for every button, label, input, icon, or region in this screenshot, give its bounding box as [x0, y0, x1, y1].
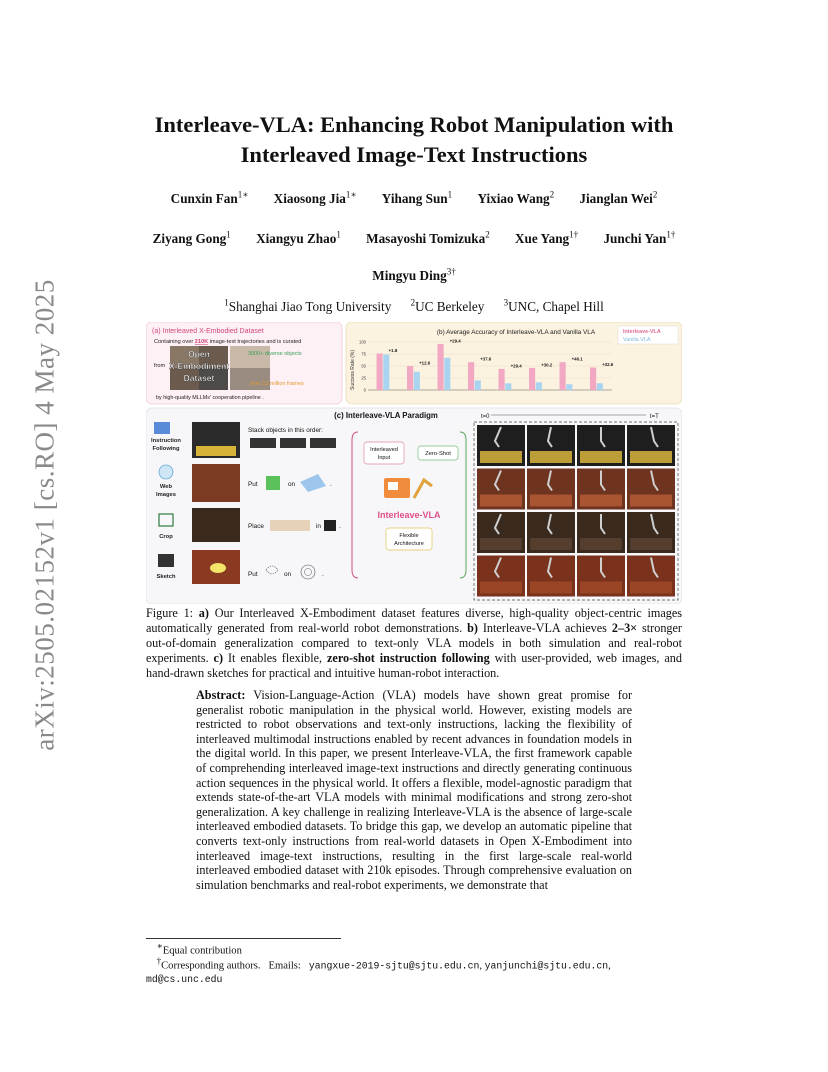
author: Yixiao Wang$^2$ — [477, 190, 555, 207]
frame-table — [480, 538, 522, 550]
y-tick-label: 50 — [361, 363, 366, 369]
svg-text:Sketch: Sketch — [156, 574, 176, 580]
author: Xiangyu Zhao$^1$ — [256, 230, 341, 247]
svg-text:.: . — [322, 571, 324, 578]
author: Cunxin Fan$^{1∗}$ — [170, 190, 249, 207]
svg-text:Images: Images — [156, 492, 176, 498]
svg-text:Crop: Crop — [159, 534, 173, 540]
legend-interleave: Interleave-VLA — [623, 329, 661, 335]
dataset-name-3: Dataset — [183, 373, 215, 383]
bar-interleave — [377, 354, 383, 390]
author-row-1 — [120, 190, 708, 207]
frames-count: over 13 million frames — [250, 381, 304, 387]
figure-caption: Figure 1: a) Our Interleaved X-Embodiment dataset features diverse, high-quality object-centric images automatically generated from real-world robot demonstrations. b) Interleave-VLA achieves 2–3× stronger out-of-domain generalization compared to text-only VLA models in both simulation and real-robot experiments. c) It enables flexible, zero-shot instruction following with user-provided, web images, and hand-drawn sketches for practical and intuitive human-robot interaction. — [146, 606, 682, 680]
frame-table — [480, 495, 522, 507]
footnote-equal: ∗Equal contribution — [156, 941, 242, 957]
svg-text:Put: Put — [248, 571, 258, 578]
author: Jianglan Wei$^2$ — [579, 190, 658, 207]
bar-vanilla — [414, 372, 420, 390]
bar-annotation: +32.6 — [602, 361, 614, 367]
bar-vanilla — [566, 384, 572, 390]
green-cube-image — [266, 476, 280, 490]
chart-title: (b) Average Accuracy of Interleave-VLA and Vanilla VLA — [436, 329, 596, 336]
svg-text:.: . — [339, 523, 341, 530]
bar-interleave — [407, 366, 413, 390]
interleave-vla-logo: Interleave-VLA — [377, 510, 441, 520]
footnote-corresponding: †Corresponding authors. Emails: yangxue-2019-sjtu@sjtu.edu.cn, yanjunchi@sjtu.edu.cn, md@cs.unc.edu — [146, 956, 611, 985]
abstract-text: Vision-Language-Action (VLA) models have shown great promise for generalist robotic manipulation in the physical world. However, existing models are restricted to robot observations and text-only instructions, lacking the flexibility of interleaved multimodal instructions enabled by recent advances in foundation models in the digital world. In this paper, we present Interleave-VLA, the first framework capable of comprehending interleaved image-text instructions and directly generating continuous action sequences in the physical world. It offers a flexible, model-agnostic paradigm that extends state-of-the-art VLA models with minimal modifications and strong zero-shot generalization. A key challenge in realizing Interleave-VLA is the absence of large-scale interleaved embodied datasets. To bridge this gap, we develop an automatic pipeline that converts text-only instructions from real-world datasets in Open X-Embodiment into interleaved image-text instructions, resulting in the first large-scale real-world interleaved embodied dataset with 210k episodes. Through comprehensive evaluation on simulation benchmarks and real-robot experiments, we demonstrate that — [196, 688, 632, 892]
author-row-3 — [120, 267, 708, 284]
bar-vanilla — [597, 383, 603, 390]
author: Junchi Yan$^{1\dagger}$ — [603, 230, 676, 247]
bar-vanilla — [383, 354, 389, 390]
title-line-1: Interleave-VLA: Enhancing Robot Manipulation with — [154, 112, 674, 137]
paper-title — [100, 110, 728, 170]
svg-text:Stack objects in this order:: Stack objects in this order: — [248, 427, 323, 434]
affiliation: $^2$UC Berkeley — [410, 298, 485, 315]
author: Xue Yang$^{1\dagger}$ — [515, 230, 579, 247]
bar-annotation: +30.2 — [541, 362, 553, 368]
author: Yihang Sun$^1$ — [381, 190, 453, 207]
frame-table — [630, 582, 672, 594]
svg-text:Instruction: Instruction — [151, 438, 181, 444]
frame-table — [580, 495, 622, 507]
panel-a-footer: by high-quality MLLMs' cooperation pipeline . — [156, 395, 264, 401]
frame-table — [530, 538, 572, 550]
author: Xiaosong Jia$^{1∗}$ — [273, 190, 357, 207]
svg-text:in: in — [316, 523, 321, 530]
svg-text:Put: Put — [248, 481, 258, 488]
svg-text:Web: Web — [159, 484, 173, 490]
email-link[interactable]: yangxue-2019-sjtu@sjtu.edu.cn — [308, 960, 480, 972]
panel-b — [346, 322, 682, 404]
t-end: t=T — [650, 414, 659, 420]
frame-table — [530, 582, 572, 594]
frame-table — [580, 582, 622, 594]
robot-photo — [192, 464, 240, 502]
frame-table — [630, 538, 672, 550]
bar-interleave — [590, 367, 596, 390]
affiliation: $^1$Shanghai Jiao Tong University — [224, 298, 392, 315]
dataset-name-2: X-Embodiment — [169, 361, 229, 371]
sketch-icon — [158, 554, 174, 567]
instruction-icon — [154, 422, 170, 434]
author: Mingyu Ding$^{3\dagger}$ — [372, 267, 456, 284]
author: Masayoshi Tomizuka$^2$ — [366, 230, 490, 247]
legend-vanilla: Vanilla VLA — [623, 337, 651, 343]
cropped-pot — [324, 520, 336, 531]
frame-table — [480, 451, 522, 463]
bar-interleave — [468, 362, 474, 390]
svg-text:on: on — [284, 571, 292, 578]
svg-text:Zero-Shot: Zero-Shot — [425, 451, 451, 457]
panel-a-title: (a) Interleaved X-Embodied Dataset — [152, 328, 264, 335]
y-tick-label: 25 — [361, 375, 366, 381]
abstract-label: Abstract: — [196, 688, 246, 702]
panel-a-from: from — [154, 363, 166, 369]
panel-a — [146, 322, 342, 404]
panel-c-title: (c) Interleave-VLA Paradigm — [334, 411, 438, 420]
bar-interleave — [499, 369, 505, 390]
y-tick-label: 0 — [363, 387, 366, 393]
author-row-2 — [120, 230, 708, 247]
svg-text:Architecture: Architecture — [394, 541, 424, 547]
svg-text:.: . — [330, 481, 332, 488]
panel-a-line1: Containing over 210K image-text trajectories and is curated — [154, 339, 302, 345]
svg-text:Place: Place — [248, 523, 264, 530]
bar-vanilla — [475, 380, 481, 390]
y-tick-label: 100 — [359, 339, 366, 345]
arxiv-id: arXiv:2505.02152v1 [cs.RO] 4 May 2025 — [29, 279, 60, 751]
frame-table — [630, 451, 672, 463]
diverse-objects: 3000+ diverse objects — [248, 351, 302, 357]
affiliations — [120, 298, 708, 315]
frame-table — [480, 582, 522, 594]
svg-text:Interleaved: Interleaved — [370, 447, 398, 453]
title-line-2: Interleaved Image-Text Instructions — [240, 142, 588, 167]
bar-interleave — [560, 362, 566, 390]
figure-1 — [146, 322, 682, 604]
bar-interleave — [438, 344, 444, 390]
arxiv-side-stamp — [22, 255, 68, 775]
email-link[interactable]: yanjunchi@sjtu.edu.cn — [484, 960, 609, 972]
bar-annotation: +37.6 — [480, 356, 492, 362]
frame-table — [630, 495, 672, 507]
affiliation: $^3$UNC, Chapel Hill — [503, 298, 604, 315]
bar-vanilla — [505, 383, 511, 390]
dataset-name-1: Open — [188, 349, 210, 359]
bar-annotation: +29.4 — [449, 338, 461, 344]
svg-text:Flexible: Flexible — [399, 533, 419, 539]
chart-ylabel: Success Rate (%) — [350, 349, 356, 391]
svg-text:Input: Input — [377, 455, 391, 461]
bar-annotation: +29.4 — [510, 363, 522, 369]
frame-table — [580, 451, 622, 463]
cropped-object — [270, 520, 310, 531]
frame-table — [530, 495, 572, 507]
svg-text:on: on — [288, 481, 296, 488]
bar-interleave — [529, 368, 535, 390]
bar-vanilla — [444, 358, 450, 390]
abstract — [196, 688, 632, 892]
bar-annotation: +12.6 — [419, 360, 431, 366]
frame-table — [530, 451, 572, 463]
y-tick-label: 75 — [361, 351, 366, 357]
t-start: t=0 — [481, 414, 490, 420]
bar-annotation: +46.1 — [571, 356, 583, 362]
bar-vanilla — [536, 382, 542, 390]
author: Ziyang Gong$^1$ — [152, 230, 231, 247]
web-icon — [159, 465, 173, 479]
footnote-rule — [146, 938, 341, 939]
email-link[interactable]: md@cs.unc.edu — [146, 973, 223, 985]
bar-annotation: +1.8 — [388, 348, 398, 354]
panel-c — [146, 408, 682, 604]
robot-photo — [192, 508, 240, 542]
svg-text:Following: Following — [152, 446, 180, 452]
frame-table — [580, 538, 622, 550]
